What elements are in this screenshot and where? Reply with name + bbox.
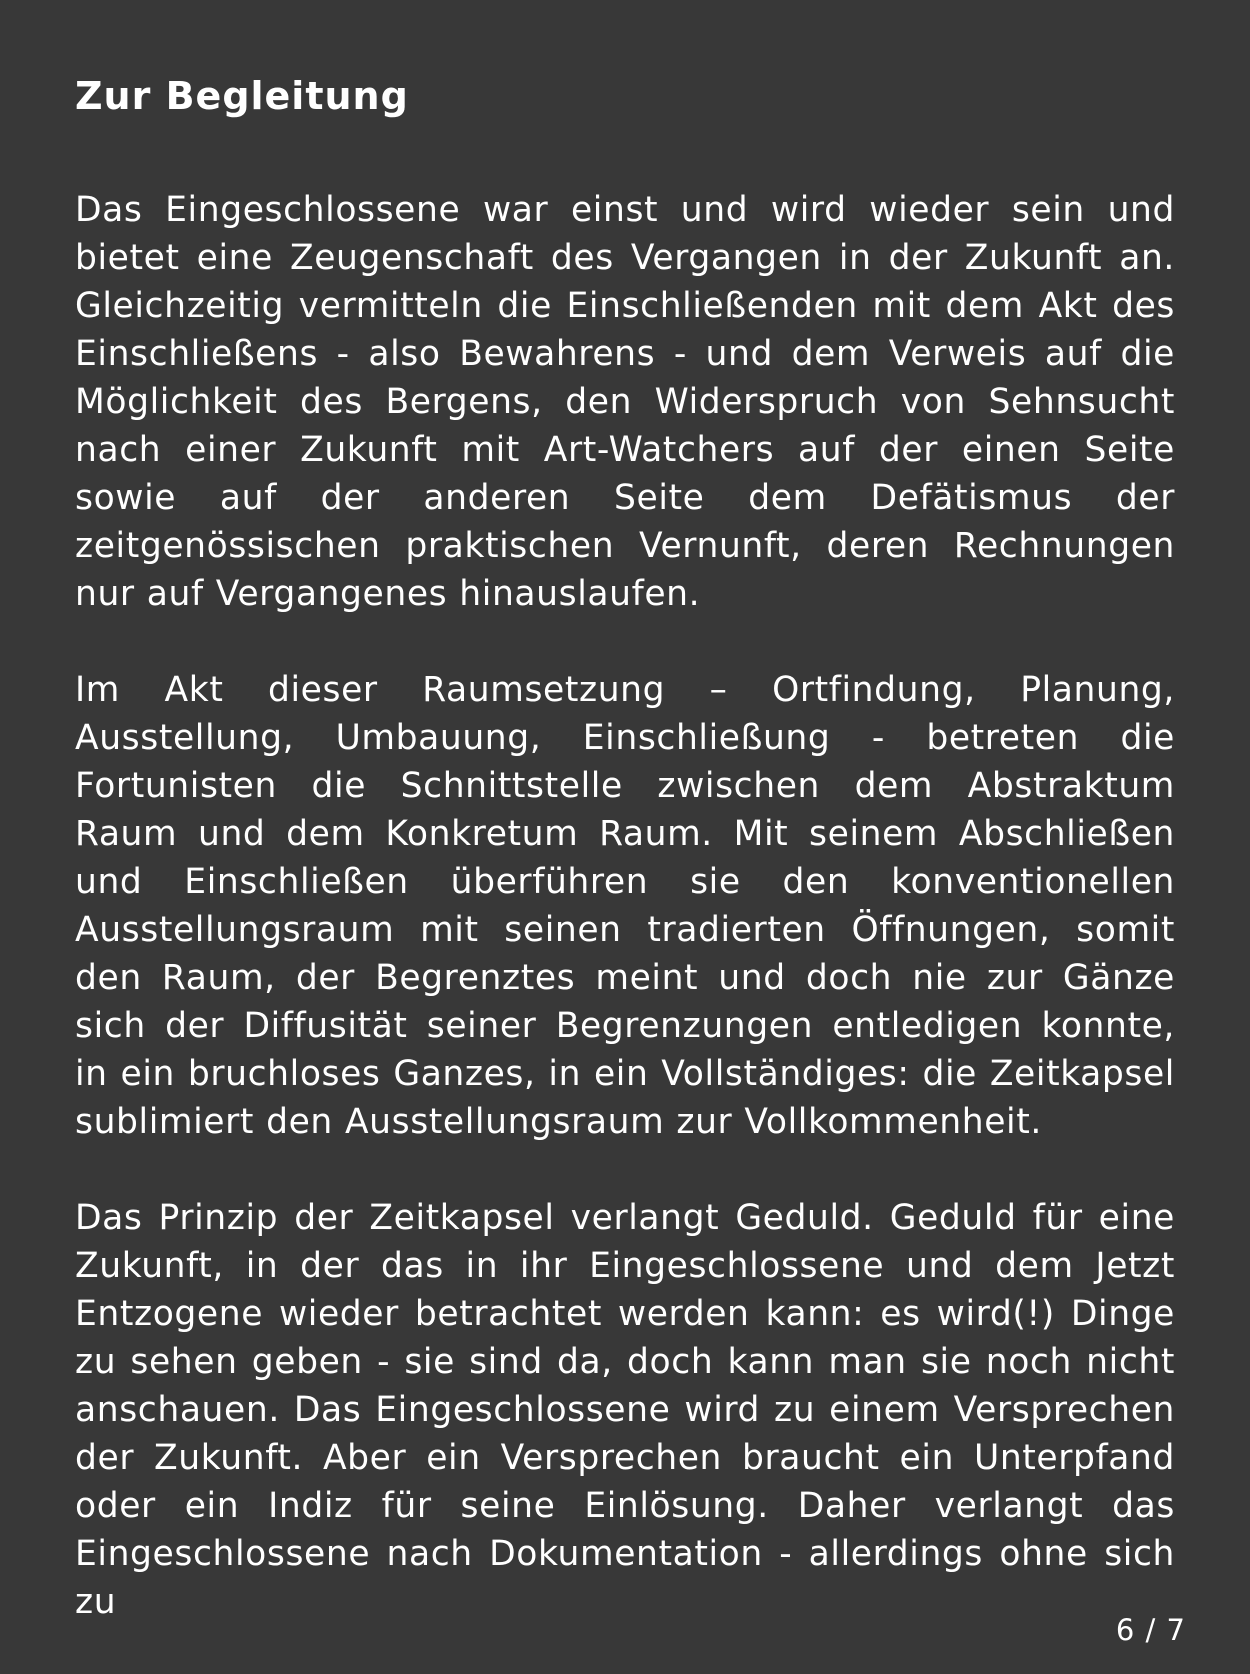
page-title: Zur Begleitung	[75, 74, 409, 118]
body-text	[75, 186, 1175, 1674]
paragraph-3: Das Prinzip der Zeitkapsel verlangt Geduld. Geduld für eine Zukunft, in der das in ihr Eingeschlossene und dem Jetzt Entzogene wieder betrachtet werden kann: es wird(!) Dinge zu sehen geben - sie sind da, doch kann man sie noch nicht anschauen. Das Eingeschlossene wird zu einem Versprechen der Zukunft. Aber ein Versprechen braucht ein Unterpfand oder ein Indiz für seine Einlösung. Daher verlangt das Eingeschlossene nach Dokumentation - allerdings ohne sich zu	[75, 1198, 1175, 1622]
paragraph-1: Das Eingeschlossene war einst und wird wieder sein und bietet eine Zeugenschaft des Vergangen in der Zukunft an. Gleichzeitig vermitteln die Einschließenden mit dem Akt des Einschließens - also Bewahrens - und dem Verweis auf die Möglichkeit des Bergens, den Widerspruch von Sehnsucht nach einer Zukunft mit Art-Watchers auf der einen Seite sowie auf der anderen Seite dem Defätismus der zeitgenössischen praktischen Vernunft, deren Rechnungen nur auf Vergangenes hinauslaufen.	[75, 190, 1175, 614]
page-number: 6 / 7	[1115, 1613, 1186, 1647]
paragraph-2: Im Akt dieser Raumsetzung – Ortfindung, Planung, Ausstellung, Umbauung, Einschließung - betreten die Fortunisten die Schnittstelle zwischen dem Abstraktum Raum und dem Konkretum Raum. Mit seinem Abschließen und Einschließen überführen sie den konventionellen Ausstellungsraum mit seinen tradierten Öffnungen, somit den Raum, der Begrenztes meint und doch nie zur Gänze sich der Diffusität seiner Begrenzungen entledigen konnte, in ein bruchloses Ganzes, in ein Vollständiges: die Zeitkapsel sublimiert den Ausstellungsraum zur Vollkommenheit.	[75, 670, 1175, 1142]
